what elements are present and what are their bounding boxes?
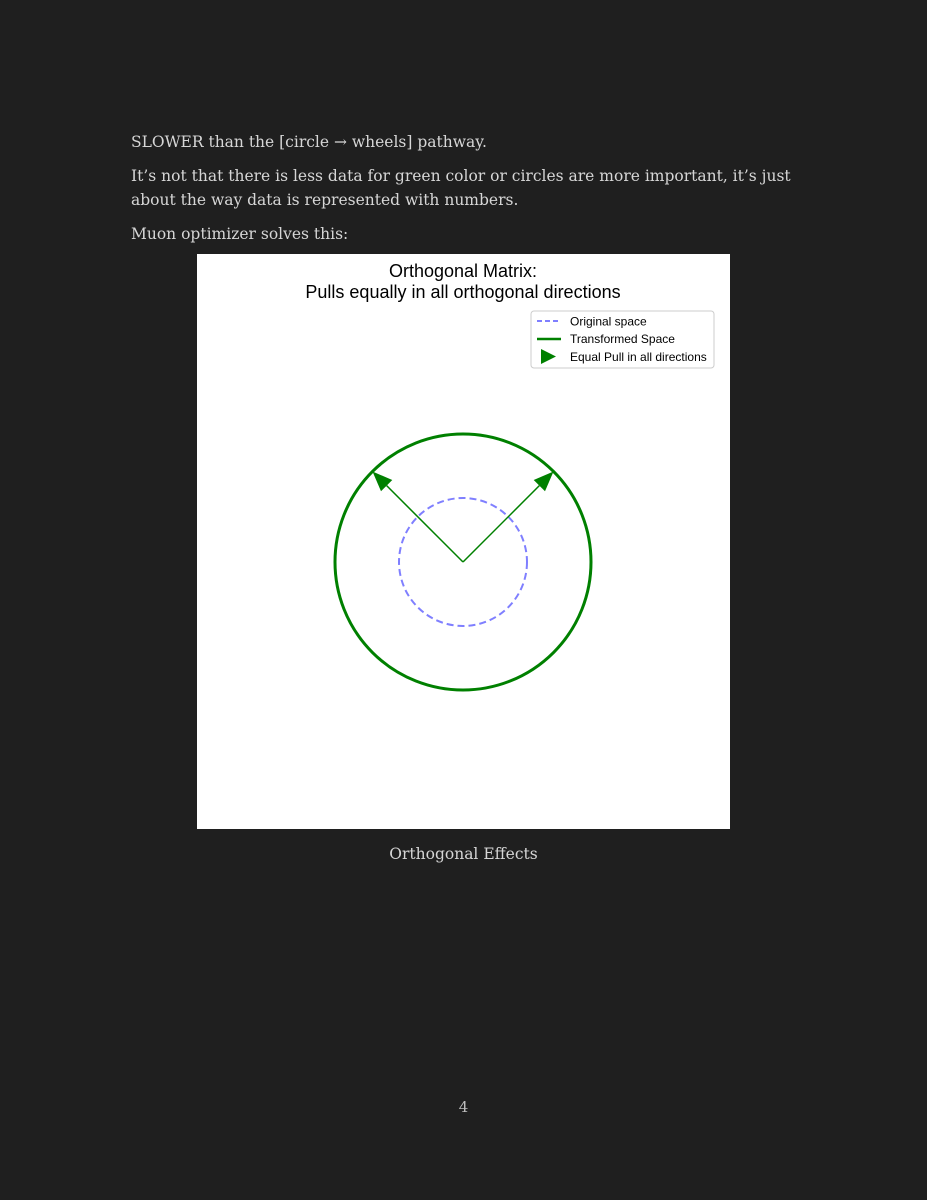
paragraph-1: SLOWER than the [circle → wheels] pathway.: [131, 133, 487, 151]
legend-original-label: Original space: [570, 314, 647, 329]
figure-title-line-1: Orthogonal Matrix:: [388, 261, 538, 281]
paragraph-3: Muon optimizer solves this:: [131, 225, 349, 243]
pull-arrow-shaft-2: [463, 486, 539, 562]
legend-transformed-label: Transformed Space: [570, 332, 675, 346]
legend: [531, 311, 714, 368]
figure-svg: [197, 254, 730, 829]
plot-area: [335, 434, 591, 690]
page-number: 4: [458, 1098, 469, 1116]
figure-title-line-2: Pulls equally in all orthogonal directions: [305, 282, 621, 302]
paragraph-2: It’s not that there is less data for green color or circles are more important, it’s just about the way data is represented with numbers.: [131, 167, 791, 209]
orthogonal-matrix-figure: [197, 254, 730, 829]
pull-arrow-shaft-1: [387, 486, 463, 562]
figure-caption: Orthogonal Effects: [389, 845, 538, 863]
legend-arrow-label: Equal Pull in all directions: [570, 350, 707, 364]
